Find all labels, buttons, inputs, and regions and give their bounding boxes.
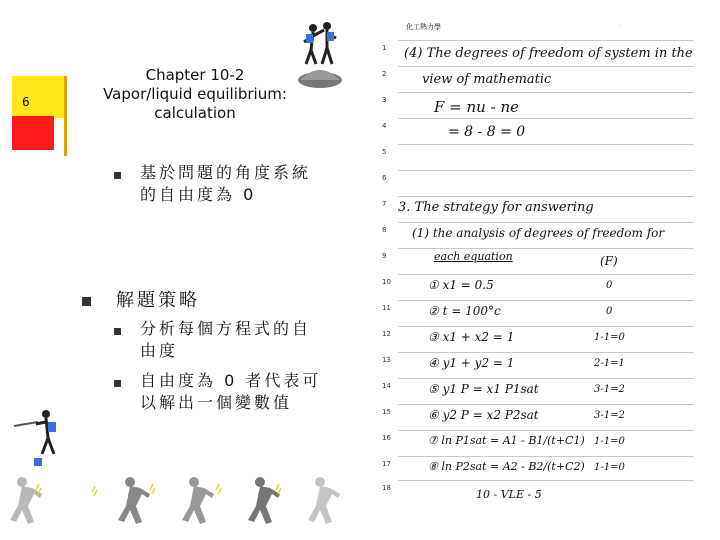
bullet-marker [114, 172, 121, 179]
ruled-line [398, 352, 694, 353]
climber-figure-icon [296, 20, 344, 88]
bullet-marker [114, 380, 121, 387]
equation-8: ⑧ ln P2sat = A2 - B2/(t+C2) [428, 460, 585, 473]
bullet-3-line-1: 分析每個方程式的自 [140, 319, 312, 338]
line-number: 14 [382, 382, 391, 390]
ruled-line [398, 456, 694, 457]
line-number: 12 [382, 330, 391, 338]
bullet-1 [140, 162, 311, 206]
line-number: 18 [382, 484, 391, 492]
bullet-3-line-2: 由度 [140, 341, 179, 360]
line-number: 6 [382, 174, 387, 182]
ruled-line [398, 196, 694, 197]
ruled-line [398, 326, 694, 327]
bullet-4-line-2: 以解出一個變數值 [140, 393, 293, 412]
climber-left-icon [10, 408, 66, 472]
equation-8-f: 1-1=0 [594, 462, 625, 473]
equation-4-f: 2-1=1 [594, 358, 625, 369]
line-number: 8 [382, 226, 387, 234]
line-number: 17 [382, 460, 391, 468]
line-number: 4 [382, 122, 387, 130]
equation-5: ⑤ y1 P = x1 P1sat [428, 382, 539, 396]
title-line-3: calculation [154, 104, 236, 122]
notes-line-3: F = nu - ne [434, 98, 519, 116]
bullet-1-line-1: 基於問題的角度系統 [140, 163, 312, 182]
title-line-1: Chapter 10-2 [145, 66, 245, 84]
equation-6-f: 3-1=2 [594, 410, 625, 421]
equation-3: ③ x1 + x2 = 1 [428, 330, 515, 344]
ruled-line [398, 404, 694, 405]
bullet-1-line-2: 的自由度為 0 [140, 185, 257, 204]
ruled-line [398, 170, 694, 171]
notes-header: 化工熱力學 [406, 23, 441, 31]
notes-line-6: (1) the analysis of degrees of freedom for [412, 226, 665, 240]
decor-vertical-line [64, 76, 67, 156]
line-number: 11 [382, 304, 391, 312]
ruled-line [398, 274, 694, 275]
ruled-line [398, 300, 694, 301]
line-number: 5 [382, 148, 387, 156]
ruled-line [398, 118, 694, 119]
ruled-line [398, 40, 694, 41]
bullet-marker [82, 297, 91, 306]
bullet-2: 解題策略 [116, 290, 200, 311]
ruled-line [398, 144, 694, 145]
ruled-line [398, 92, 694, 93]
bullet-4 [140, 370, 321, 414]
equation-4: ④ y1 + y2 = 1 [428, 356, 515, 370]
running-figures-decoration [0, 472, 372, 538]
line-number: 9 [382, 252, 387, 260]
ruled-line [398, 248, 694, 249]
notes-line-5: 3. The strategy for answering [398, 200, 594, 215]
equation-6: ⑥ y2 P = x2 P2sat [428, 408, 539, 422]
line-number: 2 [382, 70, 387, 78]
ruled-line [398, 66, 694, 67]
notes-mark: · [618, 22, 621, 30]
decor-yellow-block [12, 76, 66, 118]
notes-line-7-f: (F) [600, 254, 618, 268]
line-number: 15 [382, 408, 391, 416]
line-number: 10 [382, 278, 391, 286]
slide-title [100, 66, 290, 123]
notes-line-2: view of mathematic [422, 72, 552, 87]
equation-3-f: 1-1=0 [594, 332, 625, 343]
equation-2: ② t = 100°c [428, 304, 501, 318]
handwritten-notes-image [378, 18, 698, 501]
equation-1-f: 0 [606, 280, 613, 291]
notes-line-1: (4) The degrees of freedom of system in the [404, 46, 693, 61]
equation-1: ① x1 = 0.5 [428, 278, 494, 292]
decor-red-block [12, 116, 54, 150]
title-line-2: Vapor/liquid equilibrium: [103, 85, 287, 103]
line-number: 3 [382, 96, 387, 104]
equation-7-f: 1-1=0 [594, 436, 625, 447]
notes-line-4: = 8 - 8 = 0 [448, 124, 526, 140]
ruled-line [398, 222, 694, 223]
line-number: 16 [382, 434, 391, 442]
bullet-marker [114, 328, 121, 335]
equation-5-f: 3-1=2 [594, 384, 625, 395]
equation-7: ⑦ ln P1sat = A1 - B1/(t+C1) [428, 434, 585, 447]
bullet-4-line-1: 自由度為 0 者代表可 [140, 371, 322, 390]
ruled-line [398, 480, 694, 481]
notes-footer: 10 - VLE - 5 [476, 488, 542, 501]
slide-number: 6 [22, 95, 30, 109]
ruled-line [398, 378, 694, 379]
line-number: 13 [382, 356, 391, 364]
notes-line-7: each equation [434, 250, 513, 263]
line-number: 7 [382, 200, 387, 208]
ruled-line [398, 430, 694, 431]
line-number: 1 [382, 44, 387, 52]
bullet-3 [140, 318, 311, 362]
equation-2-f: 0 [606, 306, 613, 317]
